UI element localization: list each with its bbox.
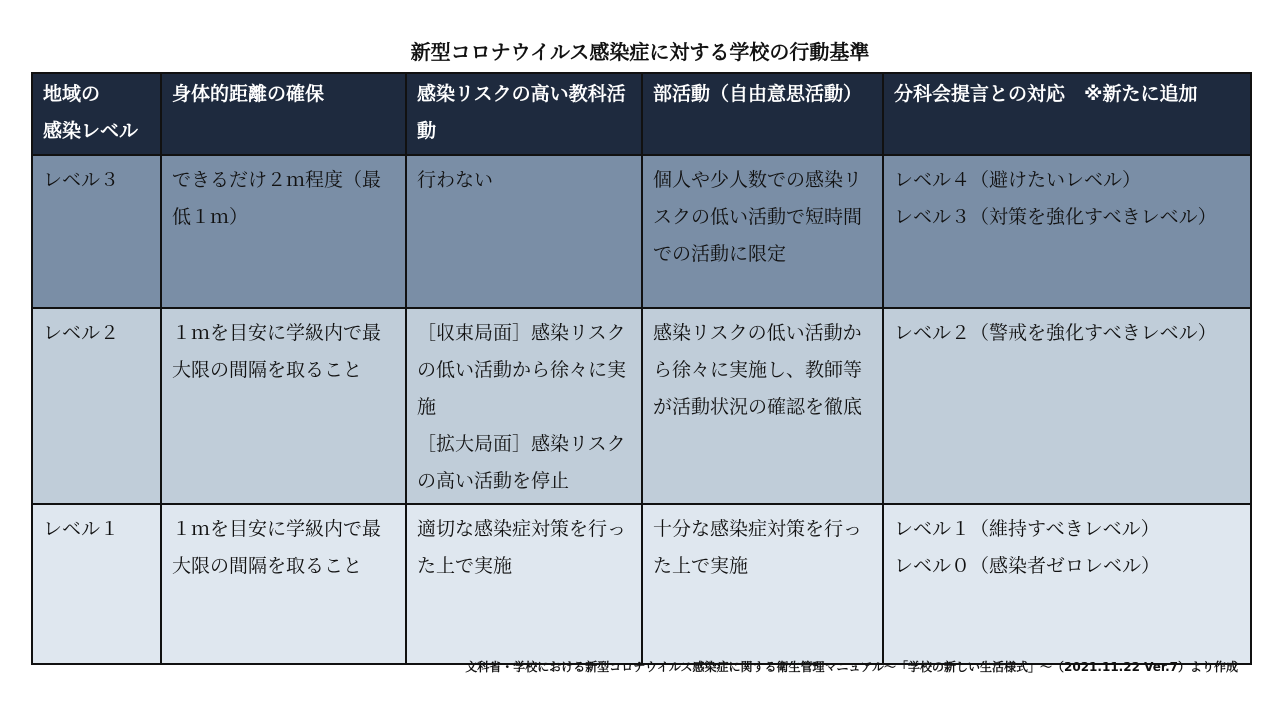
table-header-row [32, 73, 1251, 155]
page-title: 新型コロナウイルス感染症に対する学校の行動基準 [410, 40, 870, 64]
cell-high-risk: 行わない [406, 155, 642, 308]
source-note: 文科省・学校における新型コロナウイルス感染症に関する衛生管理マニュアル～「学校の新しい生活様式」～（2021.11.22 Ver.7）より作成 [465, 660, 1238, 674]
cell-club: 十分な感染症対策を行った上で実施 [642, 504, 883, 664]
table-row [32, 308, 1251, 504]
cell-high-risk: ［収束局面］感染リスクの低い活動から徐々に実施 ［拡大局面］感染リスクの高い活動を停止 [406, 308, 642, 504]
cell-club: 個人や少人数での感染リスクの低い活動で短時間での活動に限定 [642, 155, 883, 308]
header-physical-distance: 身体的距離の確保 [161, 73, 406, 155]
cell-proposal: レベル２（警戒を強化すべきレベル） [883, 308, 1251, 504]
cell-level: レベル３ [32, 155, 161, 308]
cell-distance: １ｍを目安に学級内で最大限の間隔を取ること [161, 504, 406, 664]
cell-proposal: レベル４（避けたいレベル） レベル３（対策を強化すべきレベル） [883, 155, 1251, 308]
header-high-risk-activities: 感染リスクの高い教科活動 [406, 73, 642, 155]
cell-proposal: レベル１（維持すべきレベル） レベル０（感染者ゼロレベル） [883, 504, 1251, 664]
header-region-level: 地域の 感染レベル [32, 73, 161, 155]
table-row [32, 155, 1251, 308]
cell-distance: できるだけ２ｍ程度（最低１ｍ） [161, 155, 406, 308]
cell-level: レベル１ [32, 504, 161, 664]
cell-distance: １ｍを目安に学級内で最大限の間隔を取ること [161, 308, 406, 504]
header-subcommittee-proposal: 分科会提言との対応 ※新たに追加 [883, 73, 1251, 155]
header-club-activities: 部活動（自由意思活動） [642, 73, 883, 155]
table-row [32, 504, 1251, 664]
cell-level: レベル２ [32, 308, 161, 504]
cell-high-risk: 適切な感染症対策を行った上で実施 [406, 504, 642, 664]
cell-club: 感染リスクの低い活動から徐々に実施し、教師等が活動状況の確認を徹底 [642, 308, 883, 504]
behavior-standards-table [31, 72, 1252, 665]
